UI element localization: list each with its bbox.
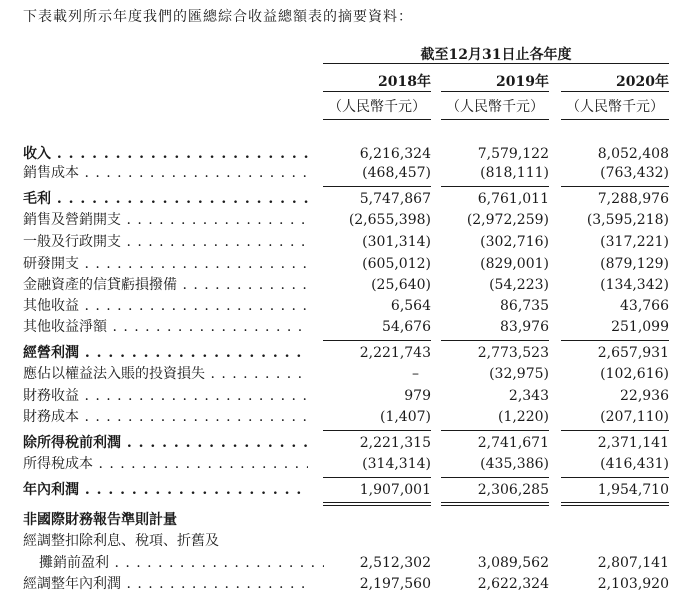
- value-2020: 22,936: [620, 388, 669, 404]
- total-rule: [441, 502, 549, 503]
- value-2020: (134,342): [600, 277, 669, 293]
- row-label: 收入 . . .: [23, 144, 308, 164]
- row-adj-ebitda: [0, 553, 699, 573]
- value-2018: 54,676: [382, 319, 431, 335]
- value-2018: 1,907,001: [359, 482, 431, 498]
- row-label: 銷售成本 . . .: [23, 163, 308, 183]
- value-2018: 6,564: [390, 298, 431, 314]
- subtotal-rule: [323, 477, 431, 478]
- value-2018: (2,655,398): [348, 212, 431, 228]
- unit-rule: [561, 119, 669, 120]
- row-adj-ebitda-line1: [0, 531, 699, 551]
- unit-label: （人民幣千元）: [566, 99, 664, 115]
- value-2020: (879,129): [600, 256, 669, 272]
- row-rnd: [0, 254, 699, 274]
- row-profit-before-tax: [0, 433, 699, 453]
- row-label: 所得稅成本 . . .: [23, 454, 308, 474]
- row-label: 財務成本 . . .: [23, 407, 308, 427]
- value-2018: (314,314): [362, 456, 431, 472]
- row-operating-profit: [0, 343, 699, 363]
- subtotal-rule: [441, 186, 549, 187]
- total-rule: [561, 505, 669, 506]
- value-2019: 83,976: [500, 319, 549, 335]
- value-2018: 2,512,302: [359, 555, 431, 571]
- year-rule: [561, 91, 669, 92]
- value-2018: 5,747,867: [359, 191, 431, 207]
- value-2018: (1,407): [379, 409, 431, 425]
- value-2020: 7,288,976: [597, 191, 669, 207]
- value-2020: (416,431): [600, 456, 669, 472]
- year-rule: [323, 91, 431, 92]
- row-other-income: [0, 296, 699, 316]
- row-income-tax: [0, 454, 699, 474]
- year-rule: [441, 91, 549, 92]
- value-2020: 8,052,408: [597, 146, 669, 162]
- value-2020: (763,432): [600, 165, 669, 181]
- row-finance-income: [0, 386, 699, 406]
- period-rule: [323, 63, 669, 64]
- value-2020: 1,954,710: [597, 482, 669, 498]
- row-equity-method-loss: [0, 364, 699, 384]
- row-non-ifrs-heading: [0, 510, 699, 530]
- total-rule: [323, 502, 431, 503]
- row-general-admin: [0, 232, 699, 252]
- value-2020: (3,595,218): [586, 212, 669, 228]
- value-2019: 86,735: [500, 298, 549, 314]
- subtotal-rule: [323, 430, 431, 431]
- value-2018: (301,314): [362, 234, 431, 250]
- unit-label: （人民幣千元）: [328, 99, 426, 115]
- value-2018: 979: [404, 388, 431, 404]
- value-2019: (435,386): [480, 456, 549, 472]
- value-2019: 3,089,562: [477, 555, 549, 571]
- value-2019: (2,972,259): [466, 212, 549, 228]
- value-2020: (102,616): [600, 366, 669, 382]
- value-2020: (317,221): [600, 234, 669, 250]
- value-2020: 2,103,920: [597, 576, 669, 592]
- subtotal-rule: [323, 186, 431, 187]
- subtotal-rule: [561, 430, 669, 431]
- year-2019-header: 2019年: [496, 74, 549, 90]
- value-2020: 251,099: [611, 319, 669, 335]
- unit-rule: [441, 119, 549, 120]
- value-2018: (468,457): [362, 165, 431, 181]
- row-label: 其他收益淨額 . . .: [23, 317, 308, 337]
- value-2019: 7,579,122: [477, 146, 549, 162]
- subtotal-rule: [561, 477, 669, 478]
- row-label: 經調整扣除利息、稅項、折舊及: [23, 533, 219, 549]
- value-2019: 2,773,523: [477, 345, 549, 361]
- row-label: 年內利潤 . . .: [23, 480, 308, 500]
- row-label: 金融資產的信貸虧損撥備 . . .: [23, 275, 308, 295]
- value-2019: 2,622,324: [477, 576, 549, 592]
- subtotal-rule: [441, 477, 549, 478]
- total-rule: [441, 505, 549, 506]
- row-credit-loss: [0, 275, 699, 295]
- value-2019: 2,306,285: [477, 482, 549, 498]
- row-label: 應佔以權益法入賬的投資損失 . . .: [23, 364, 308, 384]
- total-rule: [323, 505, 431, 506]
- row-label: 其他收益 . . .: [23, 296, 308, 316]
- row-label: 一般及行政開支 . . .: [23, 232, 308, 252]
- value-2020: 2,371,141: [597, 435, 669, 451]
- row-other-gains-net: [0, 317, 699, 337]
- row-label: 經調整年內利潤 . . .: [23, 574, 308, 594]
- intro-text: 下表載列所示年度我們的匯總綜合收益總額表的摘要資料：: [23, 9, 413, 25]
- value-2020: 2,807,141: [597, 555, 669, 571]
- total-rule: [561, 502, 669, 503]
- subtotal-rule: [561, 340, 669, 341]
- value-2018: (605,012): [362, 256, 431, 272]
- value-2020: (207,110): [600, 409, 669, 425]
- row-label: 除所得稅前利潤 . . .: [23, 433, 308, 453]
- row-label: 銷售及營銷開支 . . .: [23, 210, 308, 230]
- row-label: 毛利 . . .: [23, 189, 308, 209]
- row-profit-for-year: [0, 480, 699, 500]
- value-2019: (302,716): [480, 234, 549, 250]
- row-finance-costs: [0, 407, 699, 427]
- value-2019: (818,111): [480, 165, 549, 181]
- subtotal-rule: [323, 340, 431, 341]
- period-heading: 截至12月31日止各年度: [420, 47, 572, 63]
- row-label: 攤銷前盈利 . . .: [23, 553, 324, 573]
- row-label: 財務收益 . . .: [23, 386, 308, 406]
- value-2018: –: [412, 366, 419, 382]
- value-2018: 2,221,743: [359, 345, 431, 361]
- row-label: 研發開支 . . .: [23, 254, 308, 274]
- value-2019: 2,741,671: [477, 435, 549, 451]
- value-2019: 6,761,011: [477, 191, 549, 207]
- year-2020-header: 2020年: [616, 74, 669, 90]
- subtotal-rule: [441, 430, 549, 431]
- value-2018: (25,640): [371, 277, 431, 293]
- unit-rule: [323, 119, 431, 120]
- value-2020: 43,766: [620, 298, 669, 314]
- value-2020: 2,657,931: [597, 345, 669, 361]
- value-2019: (54,223): [489, 277, 549, 293]
- value-2019: (1,220): [497, 409, 549, 425]
- value-2019: (829,001): [480, 256, 549, 272]
- row-gross-profit: [0, 189, 699, 209]
- row-adj-profit: [0, 574, 699, 594]
- value-2018: 2,197,560: [359, 576, 431, 592]
- unit-label: （人民幣千元）: [446, 99, 544, 115]
- subtotal-rule: [561, 186, 669, 187]
- value-2018: 6,216,324: [359, 146, 431, 162]
- year-2018-header: 2018年: [378, 74, 431, 90]
- row-selling-marketing: [0, 210, 699, 230]
- subtotal-rule: [441, 340, 549, 341]
- value-2019: (32,975): [489, 366, 549, 382]
- row-cost-of-sales: [0, 163, 699, 183]
- value-2018: 2,221,315: [359, 435, 431, 451]
- row-label: 經營利潤 . . .: [23, 343, 308, 363]
- section-heading: 非國際財務報告準則計量: [23, 512, 177, 528]
- row-revenue: [0, 144, 699, 164]
- value-2019: 2,343: [508, 388, 549, 404]
